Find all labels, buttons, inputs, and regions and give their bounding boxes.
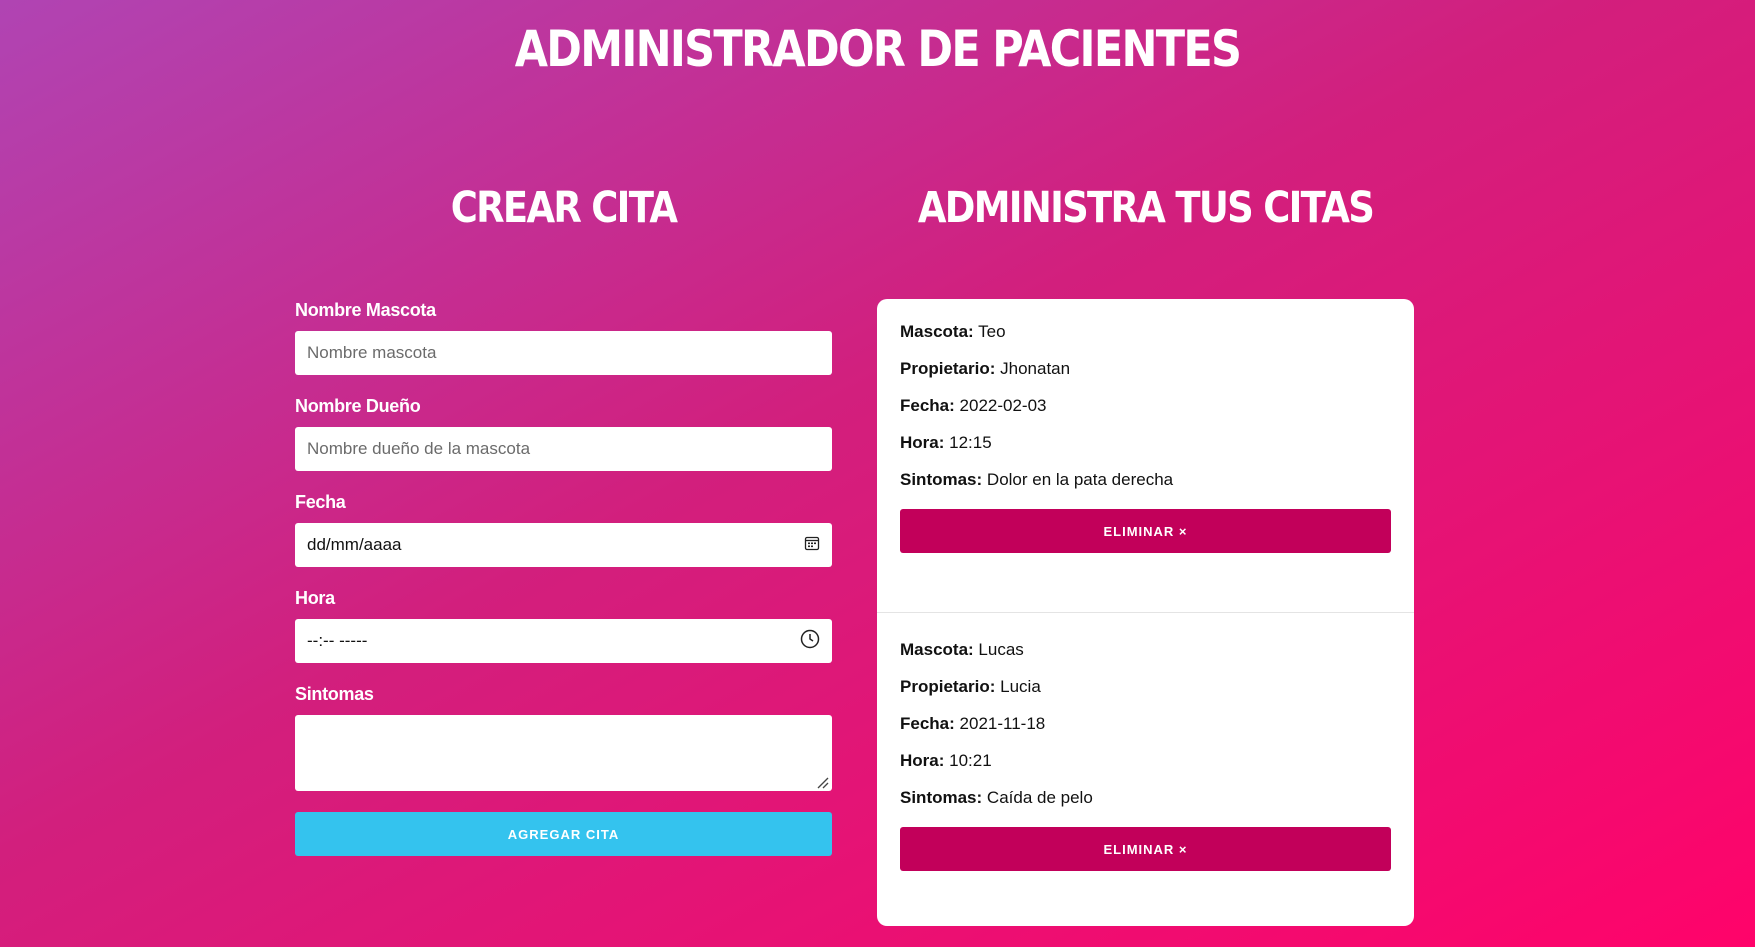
list-title: ADMINISTRA TUS CITAS [917,183,1374,233]
pet-name-input[interactable] [295,331,832,375]
appointment-card [877,299,1414,612]
owner-name-label: Nombre Dueño [295,396,421,416]
owner-value: Jhonatan [1000,359,1071,378]
date-key: Fecha: [900,396,955,415]
date-group [295,492,832,567]
owner-name-input[interactable] [295,427,832,471]
owner-name-group [295,396,832,471]
symptoms-key: Sintomas: [900,788,983,807]
appointment-card [877,612,1414,926]
date-key: Fecha: [900,714,955,733]
pet-row [900,640,1391,659]
pet-row [900,322,1391,341]
symptoms-group [295,684,832,791]
owner-key: Propietario: [900,359,996,378]
symptoms-textarea[interactable] [295,715,832,791]
page-title: ADMINISTRADOR DE PACIENTES [514,20,1241,78]
time-row [900,751,1391,770]
pet-value: Lucas [978,640,1024,659]
date-input[interactable] [295,523,832,567]
appointment-form [295,300,832,856]
pet-name-placeholder: Nombre mascota [307,343,437,362]
pet-value: Teo [978,322,1006,341]
date-value-text: 2022-02-03 [959,396,1047,415]
time-label: Hora [295,588,335,608]
delete-button[interactable]: ELIMINAR × [900,827,1391,871]
pet-key: Mascota: [900,322,974,341]
calendar-icon[interactable] [804,535,820,556]
symptoms-label: Sintomas [295,684,374,704]
delete-button[interactable]: ELIMINAR × [900,509,1391,553]
date-value: dd/mm/aaaa [307,535,402,554]
time-key: Hora: [900,433,945,452]
symptoms-row [900,788,1391,807]
form-title: CREAR CITA [450,183,677,233]
symptoms-key: Sintomas: [900,470,983,489]
time-input[interactable] [295,619,832,663]
date-row [900,396,1391,415]
add-appointment-button[interactable]: AGREGAR CITA [295,812,832,856]
time-row [900,433,1391,452]
owner-key: Propietario: [900,677,996,696]
time-group [295,588,832,663]
time-value-text: 10:21 [949,751,992,770]
pet-name-label: Nombre Mascota [295,300,436,320]
date-label: Fecha [295,492,346,512]
owner-row [900,359,1391,378]
date-value-text: 2021-11-18 [959,714,1046,733]
pet-name-group [295,300,832,375]
symptoms-value-text: Dolor en la pata derecha [986,470,1174,489]
date-row [900,714,1391,733]
time-key: Hora: [900,751,945,770]
time-value-text: 12:15 [949,433,992,452]
symptoms-value-text: Caída de pelo [986,788,1093,807]
resize-handle-icon[interactable] [815,774,829,788]
appointments-list [877,299,1414,926]
pet-key: Mascota: [900,640,974,659]
time-value: --:-- ----- [307,631,368,650]
clock-icon[interactable] [800,629,820,654]
owner-value: Lucia [1000,677,1041,696]
owner-name-placeholder: Nombre dueño de la mascota [307,439,531,458]
symptoms-row [900,470,1391,489]
owner-row [900,677,1391,696]
